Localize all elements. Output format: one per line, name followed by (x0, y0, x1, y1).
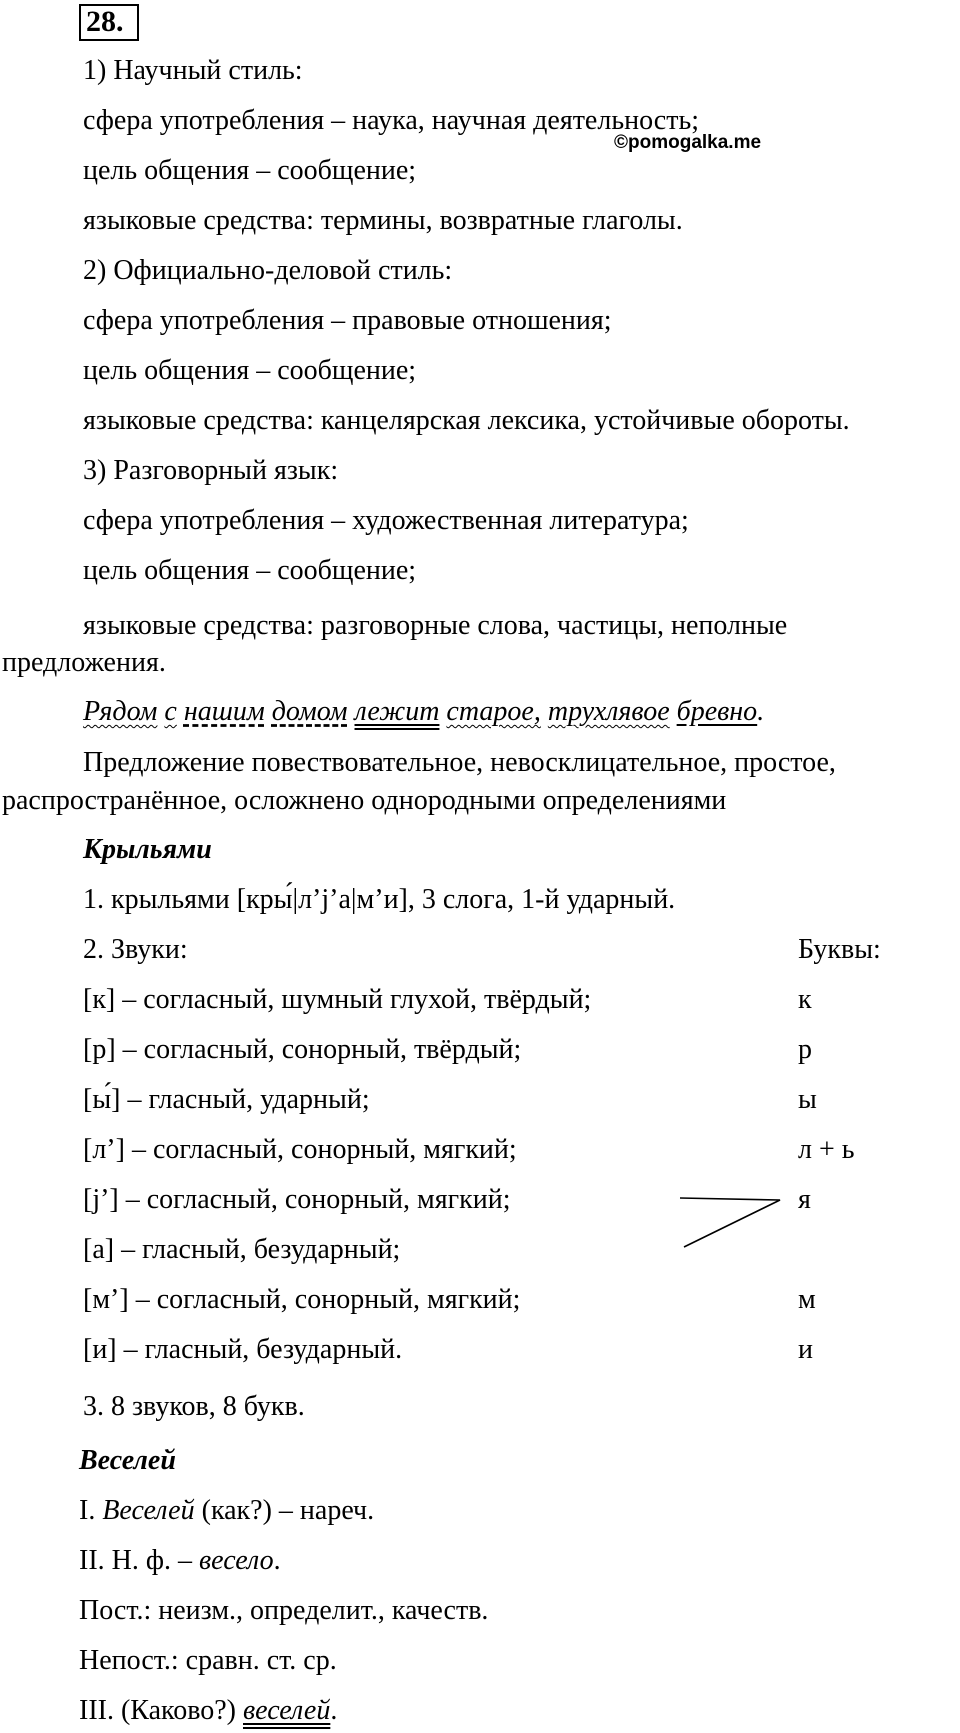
morph-initial-form: весело (199, 1545, 274, 1576)
morph-line-5 (79, 1694, 337, 1728)
official-style-title: 2) Официально-деловой стиль: (83, 255, 453, 286)
sentence-word-truhlyavoe: трухлявое (547, 696, 670, 727)
watermark: ©pomogalka.me (614, 132, 762, 153)
phonetic-summary: 3. 8 звуков, 8 букв. (83, 1391, 305, 1422)
colloquial-style-sphere: сфера употребления – художественная литература; (83, 505, 689, 536)
sound-row: [ы́] – гласный, ударный; (83, 1084, 370, 1115)
official-style-sphere: сфера употребления – правовые отношения; (83, 305, 612, 336)
sound-row: [и] – гласный, безударный. (83, 1334, 403, 1365)
task-number: 28. (86, 5, 124, 38)
sentence-word-brevno: бревно (676, 696, 758, 727)
letter-cell: к (798, 984, 812, 1015)
letters-header: Буквы: (798, 934, 881, 965)
morph-line-2 (79, 1544, 281, 1578)
colloquial-style-title: 3) Разговорный язык: (83, 455, 339, 486)
sentence-word-lezhit: лежит (354, 696, 440, 727)
morph-line-2-prefix: II. Н. ф. – (79, 1545, 200, 1576)
sound-row: [к] – согласный, шумный глухой, твёрдый; (83, 984, 592, 1015)
scientific-style-means: языковые средства: термины, возвратные глаголы. (83, 205, 683, 236)
phonetic-transcription: 1. крыльями [кры́|л’j’а|м’и], 3 слога, 1-й ударный. (83, 884, 676, 915)
scientific-style-sphere: сфера употребления – наука, научная деятельность; (83, 105, 699, 136)
morph-role-word: веселей (243, 1695, 331, 1726)
colloquial-style-means-cont: предложения. (2, 647, 166, 678)
letter-cell: и (798, 1334, 813, 1365)
analysis-line-1: Предложение повествовательное, невосклицательное, простое, (83, 747, 836, 778)
scientific-style-title: 1) Научный стиль: (83, 55, 303, 86)
morph-line-4: Непост.: сравн. ст. ср. (79, 1645, 337, 1676)
sounds-header: 2. Звуки: (83, 934, 188, 965)
sound-row: [р] – согласный, сонорный, твёрдый; (83, 1034, 522, 1065)
sound-row: [л’] – согласный, сонорный, мягкий; (83, 1134, 517, 1165)
colloquial-style-goal: цель общения – сообщение; (83, 555, 417, 586)
letter-cell: л + ь (798, 1134, 855, 1165)
morph-line-1-prefix: I. (79, 1495, 103, 1526)
sound-row: [м’] – согласный, сонорный, мягкий; (83, 1284, 521, 1315)
morph-word: Веселей (102, 1495, 195, 1526)
sentence-word-s: с (164, 696, 177, 727)
sentence-end: . (757, 696, 765, 727)
sentence-word-domom: домом (271, 696, 348, 727)
scientific-style-goal: цель общения – сообщение; (83, 155, 417, 186)
sentence-word-ryadom: Рядом (83, 696, 158, 727)
sound-row: [а] – гласный, безударный; (83, 1234, 401, 1265)
morph-line-1 (79, 1494, 374, 1528)
morph-line-5-prefix: III. (Каково?) (79, 1695, 243, 1726)
morph-line-1-rest: (как?) – нареч. (194, 1495, 375, 1526)
letter-cell: я (798, 1184, 811, 1215)
official-style-means: языковые средства: канцелярская лексика, устойчивые обороты. (83, 405, 850, 436)
morph-line-5-end: . (330, 1695, 338, 1726)
morph-line-2-end: . (273, 1545, 281, 1576)
official-style-goal: цель общения – сообщение; (83, 355, 417, 386)
phonetic-heading: Крыльями (83, 834, 212, 865)
analysis-line-2: распространённое, осложнено однородными определениями (2, 785, 727, 816)
colloquial-style-means: языковые средства: разговорные слова, частицы, неполные (83, 610, 788, 641)
morph-line-3: Пост.: неизм., определит., качеств. (79, 1595, 489, 1626)
morph-heading: Веселей (79, 1445, 176, 1476)
letter-cell: р (798, 1034, 812, 1065)
sound-row: [j’] – согласный, сонорный, мягкий; (83, 1184, 511, 1215)
sentence-word-nashim: нашим (183, 696, 265, 727)
sentence-word-staroe: старое, (446, 696, 541, 727)
letter-cell: м (798, 1284, 816, 1315)
letter-cell: ы (798, 1084, 817, 1115)
